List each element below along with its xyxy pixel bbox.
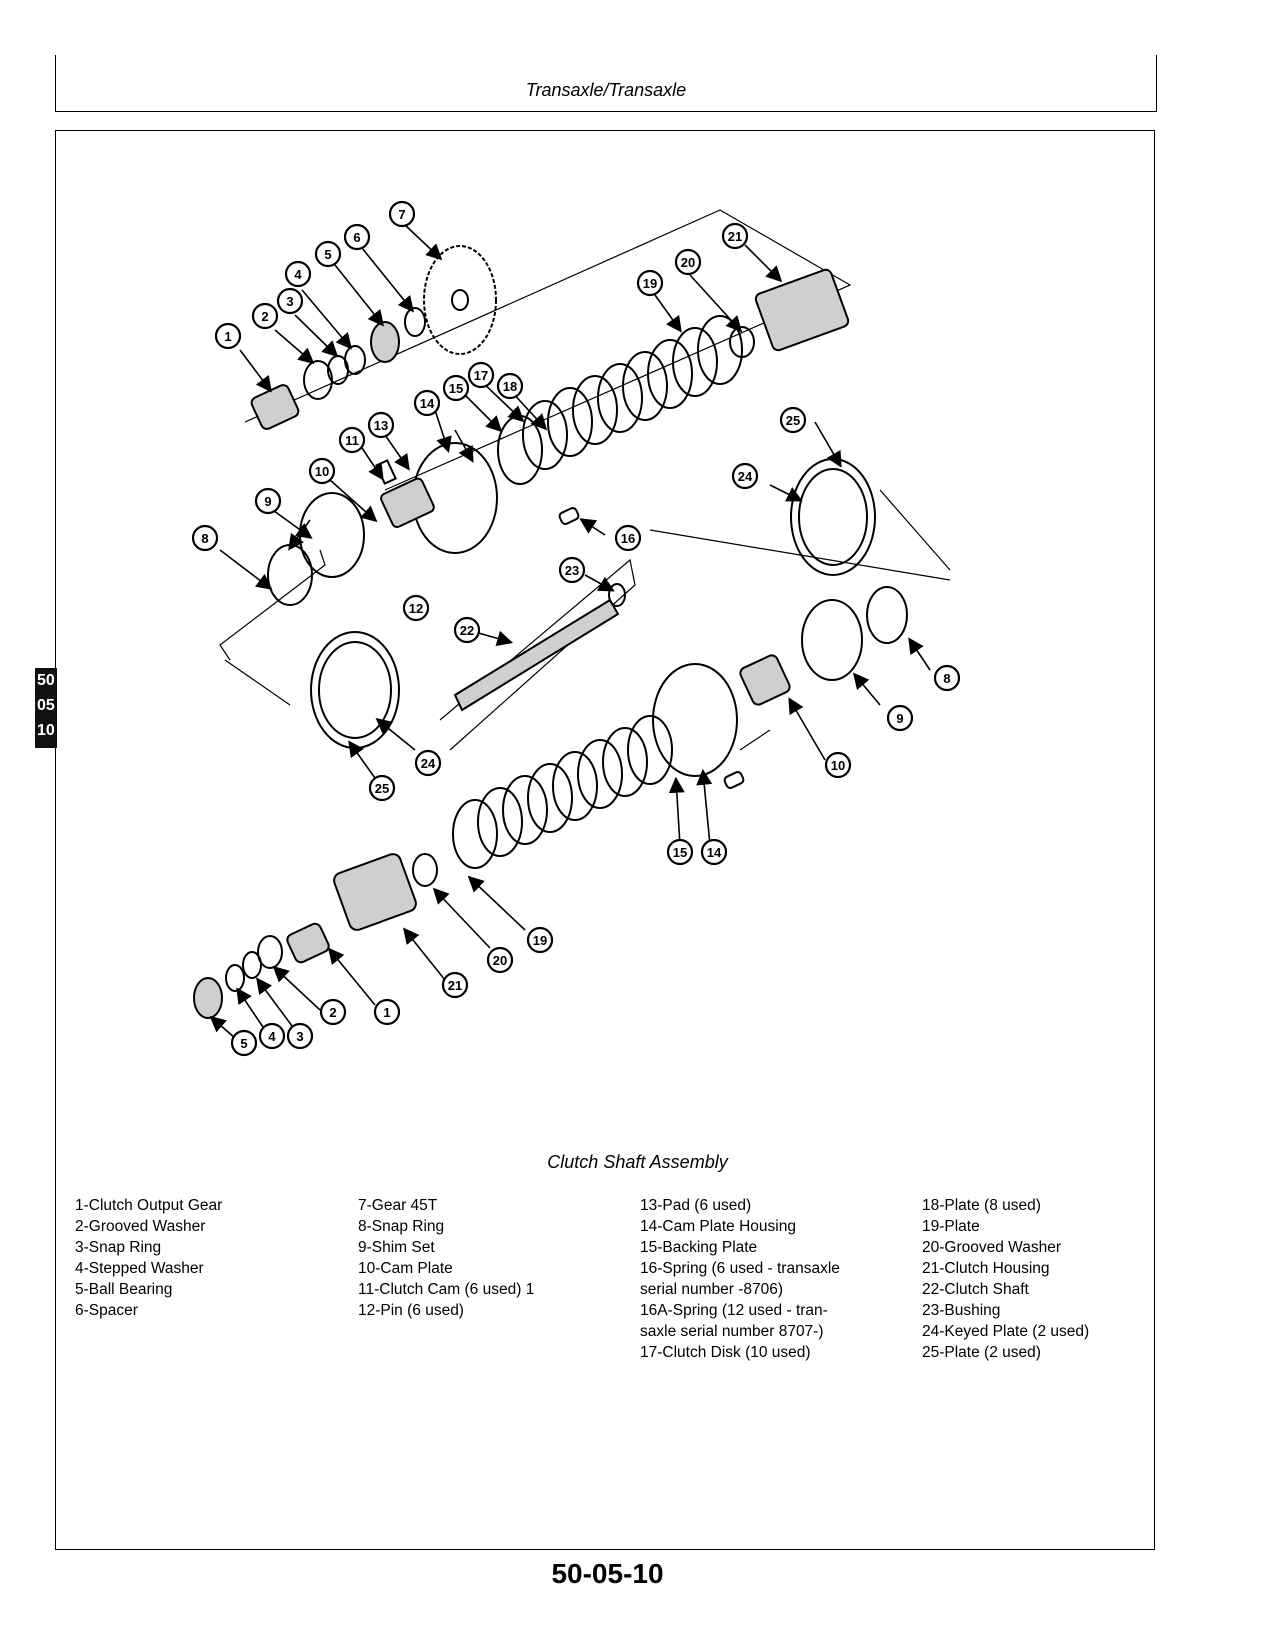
- header-box: [55, 55, 1157, 112]
- svg-text:19: 19: [642, 276, 658, 291]
- callout-21-bottom: [443, 973, 467, 997]
- stepped-washer-bottom: [226, 965, 244, 991]
- clutch-pack-bottom: [453, 716, 672, 868]
- legend-column-4: [922, 1195, 1089, 1363]
- callout-25: [781, 408, 805, 432]
- legend-item: 23-Bushing: [922, 1302, 1001, 1319]
- svg-text:11: 11: [345, 433, 359, 448]
- figure-caption: Clutch Shaft Assembly: [547, 1152, 728, 1172]
- callout-9: [256, 489, 280, 513]
- svg-text:1: 1: [383, 1005, 391, 1020]
- shim-set-bottom: [802, 600, 862, 680]
- section-tab-line: 05: [37, 697, 55, 714]
- legend-item: 7-Gear 45T: [358, 1197, 438, 1214]
- gear-45t: [424, 246, 496, 354]
- legend-item: 10-Cam Plate: [358, 1260, 453, 1277]
- snap-ring-8-top: [268, 545, 312, 605]
- spring-top: [558, 507, 579, 525]
- svg-text:3: 3: [286, 294, 294, 309]
- callout-13: [369, 413, 393, 437]
- callout-10: [310, 459, 334, 483]
- ball-bearing-top: [371, 322, 399, 362]
- svg-text:24: 24: [737, 469, 753, 484]
- svg-text:24: 24: [420, 756, 436, 771]
- svg-text:13: 13: [373, 418, 389, 433]
- callout-3-bottom: [288, 1024, 312, 1048]
- svg-text:1: 1: [224, 329, 232, 344]
- svg-text:5: 5: [240, 1036, 248, 1051]
- legend-item: 21-Clutch Housing: [922, 1260, 1050, 1277]
- plate-25-right: [799, 469, 867, 565]
- svg-text:25: 25: [374, 781, 390, 796]
- callout-20: [676, 250, 700, 274]
- clutch-output-gear-bottom: [285, 922, 330, 964]
- svg-text:18: 18: [502, 379, 518, 394]
- callout-7: [390, 202, 414, 226]
- legend-item: 13-Pad (6 used): [640, 1197, 752, 1214]
- page-number: 50-05-10: [551, 1558, 664, 1589]
- callout-11: [340, 428, 364, 452]
- callout-19: [638, 271, 662, 295]
- svg-text:7: 7: [398, 207, 406, 222]
- legend-item: 5-Ball Bearing: [75, 1281, 173, 1298]
- svg-text:8: 8: [201, 531, 209, 546]
- callout-5: [316, 242, 340, 266]
- legend-item: 3-Snap Ring: [75, 1239, 162, 1256]
- ball-bearing-bottom: [194, 978, 222, 1018]
- exploded-view-diagram: [150, 190, 1030, 1120]
- plate-25-left: [319, 642, 391, 738]
- callout-9-bottom: [888, 706, 912, 730]
- callout-17: [469, 363, 493, 387]
- svg-text:2: 2: [329, 1005, 337, 1020]
- svg-text:9: 9: [896, 711, 904, 726]
- legend-item: 18-Plate (8 used): [922, 1197, 1041, 1214]
- header-title: Transaxle/Transaxle: [525, 80, 687, 100]
- svg-text:5: 5: [324, 247, 332, 262]
- cam-plate-housing-bottom: [653, 664, 737, 776]
- stepped-washer-top: [345, 346, 365, 374]
- svg-text:21: 21: [727, 229, 743, 244]
- snap-ring-bottom: [243, 952, 261, 978]
- callout-1: [216, 324, 240, 348]
- svg-text:16: 16: [620, 531, 636, 546]
- svg-text:12: 12: [408, 601, 424, 616]
- callout-23: [560, 558, 584, 582]
- svg-text:10: 10: [314, 464, 330, 479]
- legend-item: 17-Clutch Disk (10 used): [640, 1344, 811, 1361]
- svg-text:14: 14: [706, 845, 722, 860]
- svg-text:14: 14: [419, 396, 435, 411]
- cam-plate-top: [379, 477, 435, 529]
- callout-14: [415, 391, 439, 415]
- legend-item: 24-Keyed Plate (2 used): [922, 1323, 1090, 1340]
- section-tab: [35, 668, 57, 748]
- callout-24: [733, 464, 757, 488]
- callout-21: [723, 224, 747, 248]
- keyed-plate-left: [311, 632, 399, 748]
- cam-plate-bottom: [738, 653, 791, 706]
- callout-1-bottom: [375, 1000, 399, 1024]
- legend-item: saxle serial number 8707-): [640, 1323, 824, 1340]
- svg-text:2: 2: [261, 309, 269, 324]
- svg-text:20: 20: [680, 255, 696, 270]
- clutch-pack-top: [498, 316, 742, 484]
- callout-8: [193, 526, 217, 550]
- svg-text:17: 17: [473, 368, 489, 383]
- shim-set-top: [300, 493, 364, 577]
- legend-column-1: [75, 1195, 222, 1321]
- legend-item: 6-Spacer: [75, 1302, 138, 1319]
- callout-15-bottom: [668, 840, 692, 864]
- legend-item: serial number -8706): [640, 1281, 784, 1298]
- callout-8-bottom: [935, 666, 959, 690]
- svg-text:22: 22: [459, 623, 475, 638]
- legend-item: 4-Stepped Washer: [75, 1260, 204, 1277]
- legend-item: 20-Grooved Washer: [922, 1239, 1061, 1256]
- callout-5-bottom: [232, 1031, 256, 1055]
- section-tab-line: 10: [37, 722, 55, 739]
- svg-text:19: 19: [532, 933, 548, 948]
- svg-text:23: 23: [564, 563, 580, 578]
- callout-4: [286, 262, 310, 286]
- snap-ring-8-bottom: [867, 587, 907, 643]
- clutch-housing-bottom: [332, 852, 418, 932]
- clutch-shaft: [455, 584, 625, 710]
- callout-4-bottom: [260, 1024, 284, 1048]
- legend-item: 16-Spring (6 used - transaxle: [640, 1260, 840, 1277]
- svg-text:15: 15: [448, 381, 464, 396]
- grooved-washer-20-bottom: [413, 854, 437, 886]
- callout-20-bottom: [488, 948, 512, 972]
- spacer-top: [405, 308, 425, 336]
- clutch-output-gear-top: [250, 383, 301, 431]
- legend-item: 15-Backing Plate: [640, 1239, 758, 1256]
- legend-item: 9-Shim Set: [358, 1239, 435, 1256]
- svg-text:4: 4: [294, 267, 302, 282]
- legend-item: 22-Clutch Shaft: [922, 1281, 1029, 1298]
- svg-text:15: 15: [672, 845, 688, 860]
- legend-item: 19-Plate: [922, 1218, 980, 1235]
- callout-6: [345, 225, 369, 249]
- callout-24-bottom: [416, 751, 440, 775]
- svg-text:9: 9: [264, 494, 272, 509]
- callout-15: [444, 376, 468, 400]
- legend-item: 1-Clutch Output Gear: [75, 1197, 223, 1214]
- callout-10-bottom: [826, 753, 850, 777]
- callout-14-bottom: [702, 840, 726, 864]
- section-tab-line: 50: [37, 672, 55, 689]
- legend-item: 16A-Spring (12 used - tran-: [640, 1302, 828, 1319]
- svg-text:21: 21: [447, 978, 463, 993]
- legend-item: 11-Clutch Cam (6 used) 1: [358, 1281, 535, 1298]
- legend-item: 12-Pin (6 used): [358, 1302, 464, 1319]
- svg-text:6: 6: [353, 230, 361, 245]
- legend-item: 25-Plate (2 used): [922, 1344, 1041, 1361]
- gear-45t-hub: [452, 290, 468, 310]
- svg-text:3: 3: [296, 1029, 304, 1044]
- clutch-cam-top: [376, 460, 395, 483]
- svg-text:8: 8: [943, 671, 951, 686]
- spring-bottom: [723, 771, 744, 789]
- legend-item: 2-Grooved Washer: [75, 1218, 206, 1235]
- callout-2: [253, 304, 277, 328]
- callout-2-bottom: [321, 1000, 345, 1024]
- callout-3: [278, 289, 302, 313]
- legend-item: 14-Cam Plate Housing: [640, 1218, 796, 1235]
- callout-16: [616, 526, 640, 550]
- keyed-plate-right: [791, 459, 875, 575]
- svg-text:20: 20: [492, 953, 508, 968]
- callout-18: [498, 374, 522, 398]
- svg-text:25: 25: [785, 413, 801, 428]
- legend-column-2: [358, 1195, 534, 1321]
- callout-12: [404, 596, 428, 620]
- legend-item: 8-Snap Ring: [358, 1218, 445, 1235]
- callout-25-bottom: [370, 776, 394, 800]
- svg-text:4: 4: [268, 1029, 276, 1044]
- svg-text:10: 10: [830, 758, 846, 773]
- clutch-housing-top: [754, 268, 850, 352]
- callout-19-bottom: [528, 928, 552, 952]
- legend-column-3: [640, 1195, 840, 1363]
- callout-22: [455, 618, 479, 642]
